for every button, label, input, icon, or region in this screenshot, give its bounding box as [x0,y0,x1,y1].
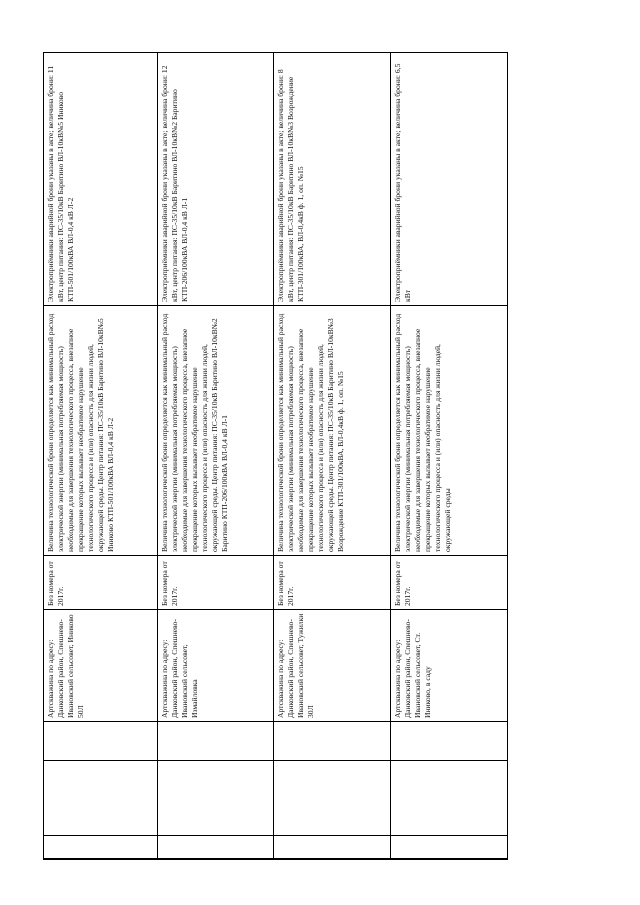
table-row [274,53,391,860]
emergency-reserve-cell: Электроприёмники аварийной брони указаны в акте; величина брони: 6,5 кВт [391,53,508,306]
horizontal-rule [43,760,508,761]
address-cell: Артскважина по адресу: Данковский район, Спешнево-Ивановский сельсовет, Тужилки 30Л [274,610,391,722]
table-row [44,53,158,860]
technological-reserve-cell: Величина технологической брони определяется как минимальный расход электрической энергии (минимальная потребляемая мощность) необходимые для завершения технологического процесса, внезапное прекращение которых вызывает необратимое нарушение технологического процесса и (или) опасность для жизни людей, окружающей среды [391,306,508,556]
empty-cell [157,722,274,860]
address-cell: Артскважина по адресу: Данковский район, Спешнево-Ивановский сельсовет, Иниково 50Л [44,610,158,722]
reservation-table [43,52,508,860]
document-number-cell: Без номера от 2017г. [157,556,274,610]
technological-reserve-cell: Величина технологической брони определяется как минимальный расход электрической энергии (минимальная потребляемая мощность) необходимые для завершения технологического процесса, внезапное прекращение которых вызывает необратимое нарушение технологического процесса и (или) опасность для жизни людей, окружающей среды. Центр питания: ПС-35/10кВ Баритино ВЛ-10кВ№2 Баритино КТП-206/100кВА ВЛ-0,4 кВ Л-1 [157,306,274,556]
empty-cell [391,722,508,860]
horizontal-rule [43,835,508,836]
rotated-table-container [43,53,508,860]
table-row [157,53,274,860]
document-number-cell: Без номера от 2017г. [274,556,391,610]
table-row [391,53,508,860]
horizontal-rule [43,858,508,859]
emergency-reserve-cell: Электроприёмники аварийной брони указаны в акте; величина брони: 8 кВт, центр питания: ПС-35/10кВ Баритино ВЛ-10кВ№3 Возрождение КТП-301/100кВА, ВЛ-0,4кВ ф. 1, оп. №15 [274,53,391,306]
address-cell: Артскважина по адресу: Данковский район, Спешнево-Ивановский сельсовет, Измайловка [157,610,274,722]
emergency-reserve-cell: Электроприёмники аварийной брони указаны в акте; величина брони: 12 кВт, центр питания: ПС-35/10кВ Баритино ВЛ-10кВ№2 Баритино КТП-206/100кВА ВЛ-0,4 кВ Л-1 [157,53,274,306]
empty-cell [44,722,158,860]
address-cell: Артскважина по адресу: Данковский район, Спешнево-Ивановский сельсовет, Ст. Иниково, в саду [391,610,508,722]
emergency-reserve-cell: Электроприёмники аварийной брони указаны в акте; величина брони: 11 кВт, центр питания: ПС-35/10кВ Баритино ВЛ-10кВ№5 Иниково КТП-501/100кВА ВЛ-0,4 кВ Л-2 [44,53,158,306]
technological-reserve-cell: Величина технологической брони определяется как минимальный расход электрической энергии (минимальная потребляемая мощность) необходимые для завершения технологического процесса, внезапное прекращение которых вызывает необратимое нарушение технологического процесса и (или) опасность для жизни людей, окружающей среды. Центр питания: ПС-35/10кВ Баритино ВЛ-10кВ№3 Возрождение КТП-301/100кВА, ВЛ-0,4кВ ф. 1, оп. №15 [274,306,391,556]
document-number-cell: Без номера от 2017г. [391,556,508,610]
rotated-table [43,53,508,860]
empty-cell [274,722,391,860]
document-number-cell: Без номера от 2017г. [44,556,158,610]
technological-reserve-cell: Величина технологической брони определяется как минимальный расход электрической энергии (минимальная потребляемая мощность) необходимые для завершения технологического процесса, внезапное прекращение которых вызывает необратимое нарушение технологического процесса и (или) опасность для жизни людей, окружающей среды. Центр питания: ПС-35/10кВ Баритино ВЛ-10кВ№5 Иниково КТП-501/100кВА ВЛ-0,4 кВ Л-2 [44,306,158,556]
